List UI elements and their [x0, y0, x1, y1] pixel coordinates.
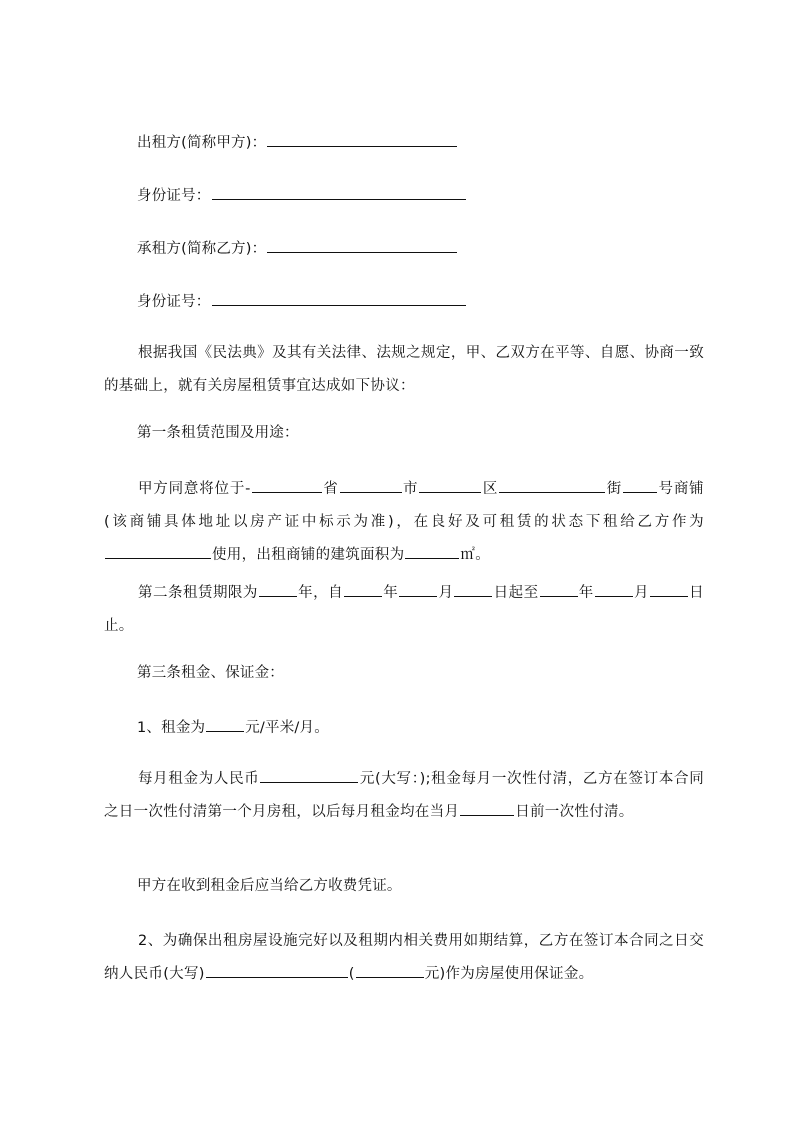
preamble-text: 根据我国《民法典》及其有关法律、法规之规定，甲、乙双方在平等、自愿、协商一致的基础上，就有关房屋租赁事宜达成如下协议： — [104, 345, 704, 394]
lessee-field — [137, 237, 458, 259]
article2-text-2: 年，自 — [297, 585, 344, 601]
article2-text-3: 年 — [383, 585, 399, 601]
deposit-amount-blank[interactable] — [356, 962, 424, 978]
start-year-blank[interactable] — [344, 581, 382, 597]
end-month-blank[interactable] — [595, 581, 633, 597]
article1-text-3: 市 — [402, 481, 419, 497]
article2-text-8: 日止。 — [104, 585, 704, 634]
term-years-blank[interactable] — [259, 581, 297, 597]
receipt-line: 甲方在收到租金后应当给乙方收费凭证。 — [137, 878, 402, 894]
preamble-paragraph — [104, 337, 704, 403]
rent-rate-line — [137, 716, 329, 738]
article3-title: 第三条租金、保证金： — [137, 665, 284, 681]
article1-text-1: 甲方同意将位于- — [138, 481, 251, 497]
article2-text-6: 年 — [578, 585, 594, 601]
lessor-id-label: 身份证号： — [137, 188, 211, 204]
monthly-rent-paragraph — [104, 763, 704, 829]
number-blank[interactable] — [623, 477, 657, 493]
article2-text-5: 日起至 — [493, 585, 539, 601]
article1-text-6: 号商铺(该商铺具体地址以房产证中标示为准)，在良好及可租赁的状态下租给乙方作为 — [104, 481, 704, 530]
payment-day-blank[interactable] — [460, 800, 514, 816]
city-blank[interactable] — [340, 477, 402, 493]
lessor-label: 出租方(简称甲方)： — [137, 135, 267, 151]
rent-rate-blank[interactable] — [206, 716, 244, 732]
lessor-blank[interactable] — [267, 131, 457, 147]
article1-title: 第一条租赁范围及用途： — [137, 425, 299, 441]
article2-paragraph — [104, 577, 704, 643]
street-blank[interactable] — [499, 477, 605, 493]
area-blank[interactable] — [405, 543, 459, 559]
usage-blank[interactable] — [105, 543, 211, 559]
article1-text-8: ㎡。 — [460, 547, 491, 563]
article1-text-4: 区 — [482, 481, 499, 497]
deposit-text-3: 元)作为房屋使用保证金。 — [424, 966, 594, 982]
monthly-rent-text-3: 日前一次性付清。 — [515, 804, 634, 820]
rent-rate-text-2: 元/平米/月。 — [245, 720, 329, 736]
article1-text-5: 街 — [606, 481, 623, 497]
lessor-field — [137, 131, 458, 153]
article1-paragraph — [104, 473, 704, 572]
deposit-paragraph — [104, 925, 704, 991]
article2-text-7: 月 — [633, 585, 649, 601]
deposit-text-2: ( — [348, 966, 355, 982]
lessee-label: 承租方(简称乙方)： — [137, 241, 267, 257]
lessee-id-field — [137, 290, 467, 312]
province-blank[interactable] — [252, 477, 322, 493]
end-day-blank[interactable] — [650, 581, 688, 597]
district-blank[interactable] — [419, 477, 481, 493]
monthly-rent-blank[interactable] — [260, 767, 358, 783]
lessor-id-blank[interactable] — [212, 184, 466, 200]
lessor-id-field — [137, 184, 467, 206]
start-month-blank[interactable] — [399, 581, 437, 597]
deposit-text-1: 2、为确保出租房屋设施完好以及租期内相关费用如期结算，乙方在签订本合同之日交纳人民币(大写) — [104, 933, 704, 982]
lessee-id-label: 身份证号： — [137, 294, 211, 310]
article2-text-4: 月 — [438, 585, 454, 601]
monthly-rent-text-2: 元(大写：);租金每月一次性付清，乙方在签订本合同之日一次性付清第一个月房租，以后每月租金均在当月 — [104, 771, 704, 820]
lessee-blank[interactable] — [267, 237, 457, 253]
article1-text-7: 使用，出租商铺的建筑面积为 — [212, 547, 405, 563]
article2-text-1: 第二条租赁期限为 — [138, 585, 258, 601]
end-year-blank[interactable] — [540, 581, 578, 597]
rent-rate-text-1: 1、租金为 — [137, 720, 206, 736]
monthly-rent-text-1: 每月租金为人民币 — [138, 771, 260, 787]
start-day-blank[interactable] — [454, 581, 492, 597]
article1-text-2: 省 — [322, 481, 339, 497]
lessee-id-blank[interactable] — [212, 290, 466, 306]
deposit-words-blank[interactable] — [206, 962, 348, 978]
